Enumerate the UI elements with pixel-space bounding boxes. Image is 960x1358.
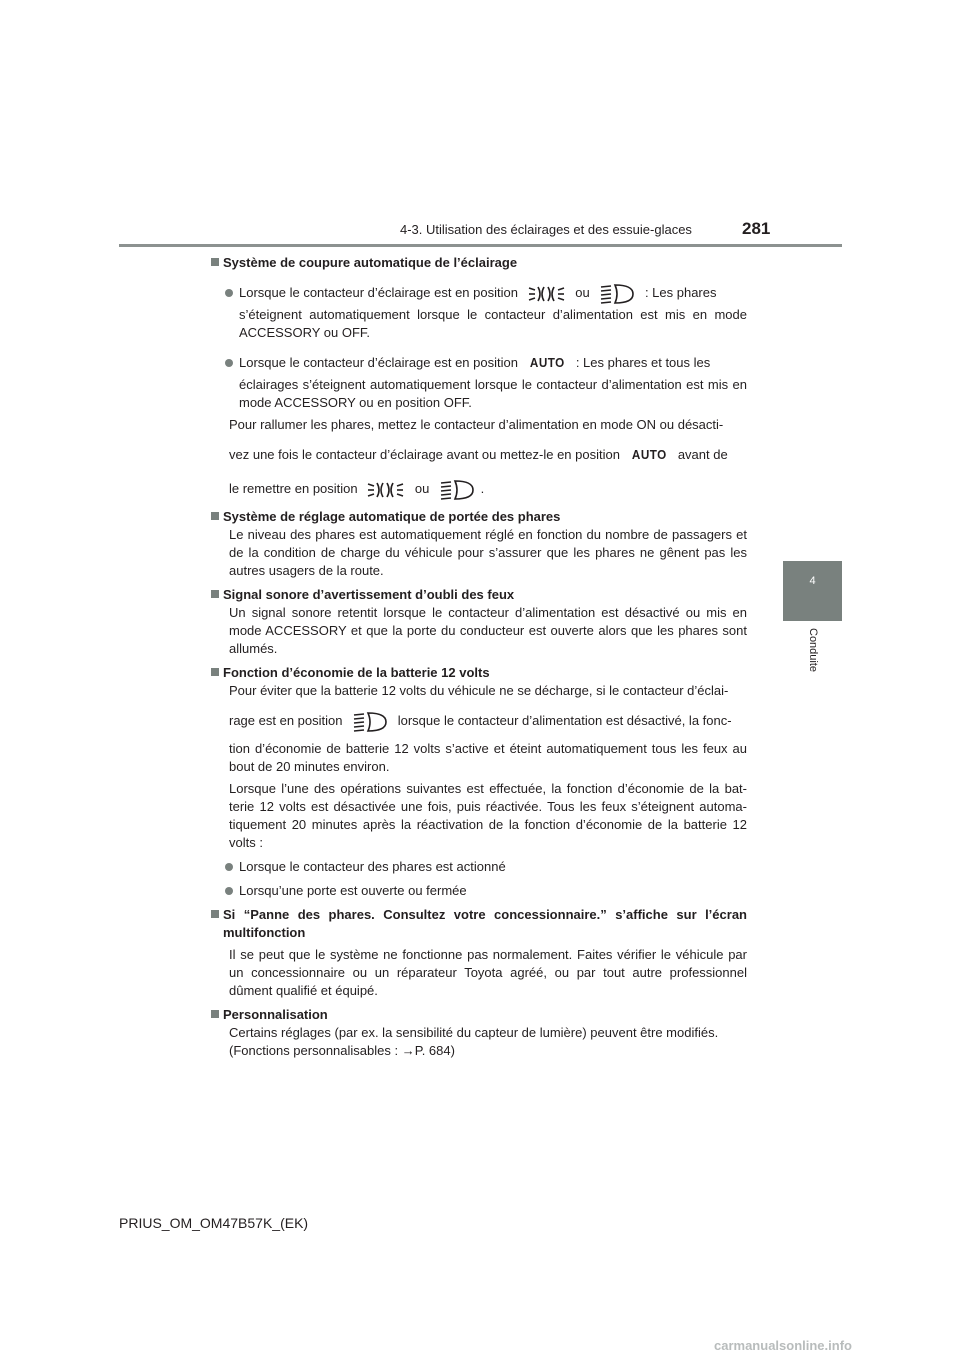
- watermark: carmanualsonline.info: [714, 1338, 852, 1353]
- bullet-continuation: éclairages s’éteignent automatiquement lorsque le contacteur d’alimentation est mis en mode ACCESSORY ou en position OFF.: [239, 377, 747, 410]
- round-bullet-icon: [225, 289, 233, 297]
- document-code: PRIUS_OM_OM47B57K_(EK): [119, 1215, 309, 1231]
- paragraph: Certains réglages (par ex. la sensibilité du capteur de lumière) peuvent être modifiés.: [229, 1025, 719, 1040]
- bullet-item: Lorsque le contacteur d’éclairage est en position ou : Les phares: [211, 280, 747, 306]
- square-bullet-icon: [211, 590, 219, 598]
- paragraph: Un signal sonore retentit lorsque le contacteur d’alimentation est désactivé ou mis en mode ACCESSORY et que la porte du conducteur est ouverte alors que les phares sont allumés.: [229, 605, 747, 656]
- auto-position-icon: AUTO: [631, 447, 667, 462]
- section-heading: Si “Panne des phares. Consultez votre concessionnaire.” s’affiche sur l’écran multifonction: [211, 906, 747, 942]
- page-number: 281: [742, 219, 771, 238]
- auto-position-icon: AUTO: [529, 355, 565, 370]
- square-bullet-icon: [211, 910, 219, 918]
- paragraph: Lorsque l’une des opérations suivantes est effectuée, la fonction d’économie de la bat-terie 12 volts est désactivée une fois, puis réactivée. Tous les feux s’éteignent automa-tiquement 20 minutes après la réactivation de la fonction d’économie de la batterie 12 volts :: [229, 781, 747, 850]
- bullet-item: Lorsque le contacteur d’éclairage est en position AUTO : Les phares et tous les: [211, 350, 747, 376]
- chapter-label: [806, 628, 820, 688]
- paragraph: Il se peut que le système ne fonctionne pas normalement. Faites vérifier le véhicule par un concessionnaire ou un réparateur Toyota agréé, ou par tout autre professionnel dûment qualifié et équipé.: [229, 947, 747, 998]
- section-heading: Personnalisation: [211, 1006, 747, 1024]
- bullet-continuation: s’éteignent automatiquement lorsque le contacteur d’alimentation est mis en mode ACCESSORY ou OFF.: [239, 307, 747, 340]
- square-bullet-icon: [211, 1010, 219, 1018]
- square-bullet-icon: [211, 668, 219, 676]
- header-divider: [119, 244, 842, 247]
- square-bullet-icon: [211, 512, 219, 520]
- headlights-icon: [352, 711, 388, 733]
- paragraph: Pour rallumer les phares, mettez le contacteur d’alimentation en mode ON ou désacti- vez une fois le contacteur d’éclairage avant ou mettez-le en position AUTO avant de le remettre en position ou .: [211, 416, 747, 502]
- section-heading: Système de coupure automatique de l’éclairage: [211, 254, 747, 272]
- parking-lights-icon: [367, 480, 405, 500]
- bullet-item: Lorsqu’une porte est ouverte ou fermée: [211, 882, 747, 900]
- chapter-label-text: Conduite: [807, 628, 819, 673]
- square-bullet-icon: [211, 258, 219, 266]
- chapter-tab: [783, 561, 842, 621]
- section-heading: Système de réglage automatique de portée des phares: [211, 508, 747, 526]
- parking-lights-icon: [528, 284, 566, 304]
- round-bullet-icon: [225, 359, 233, 367]
- bullet-item: Lorsque le contacteur des phares est actionné: [211, 858, 747, 876]
- section-header-title: 4-3. Utilisation des éclairages et des essuie-glaces: [400, 222, 692, 237]
- headlights-icon: [439, 479, 475, 501]
- section-heading: Fonction d’économie de la batterie 12 volts: [211, 664, 747, 682]
- paragraph: Le niveau des phares est automatiquement réglé en fonction du nombre de passagers et de la condition de charge du véhicule pour s’assurer que les phares ne gênent pas les autres usagers de la route.: [229, 527, 747, 578]
- round-bullet-icon: [225, 887, 233, 895]
- round-bullet-icon: [225, 863, 233, 871]
- headlights-icon: [599, 283, 635, 305]
- section-heading: Signal sonore d’avertissement d’oubli des feux: [211, 586, 747, 604]
- page-content: [211, 254, 747, 1060]
- chapter-tab-number: 4: [809, 575, 816, 587]
- paragraph: Pour éviter que la batterie 12 volts du véhicule ne se décharge, si le contacteur d’éclai- rage est en position lorsque le contacteur d’alimentation est désactivé, la fonc- tion d’économie de batterie 12 volts s’active et éteint automatiquement tous les feux au bout de 20 minutes environ.: [229, 683, 747, 774]
- cross-reference: (Fonctions personnalisables : →P. 684): [229, 1043, 455, 1058]
